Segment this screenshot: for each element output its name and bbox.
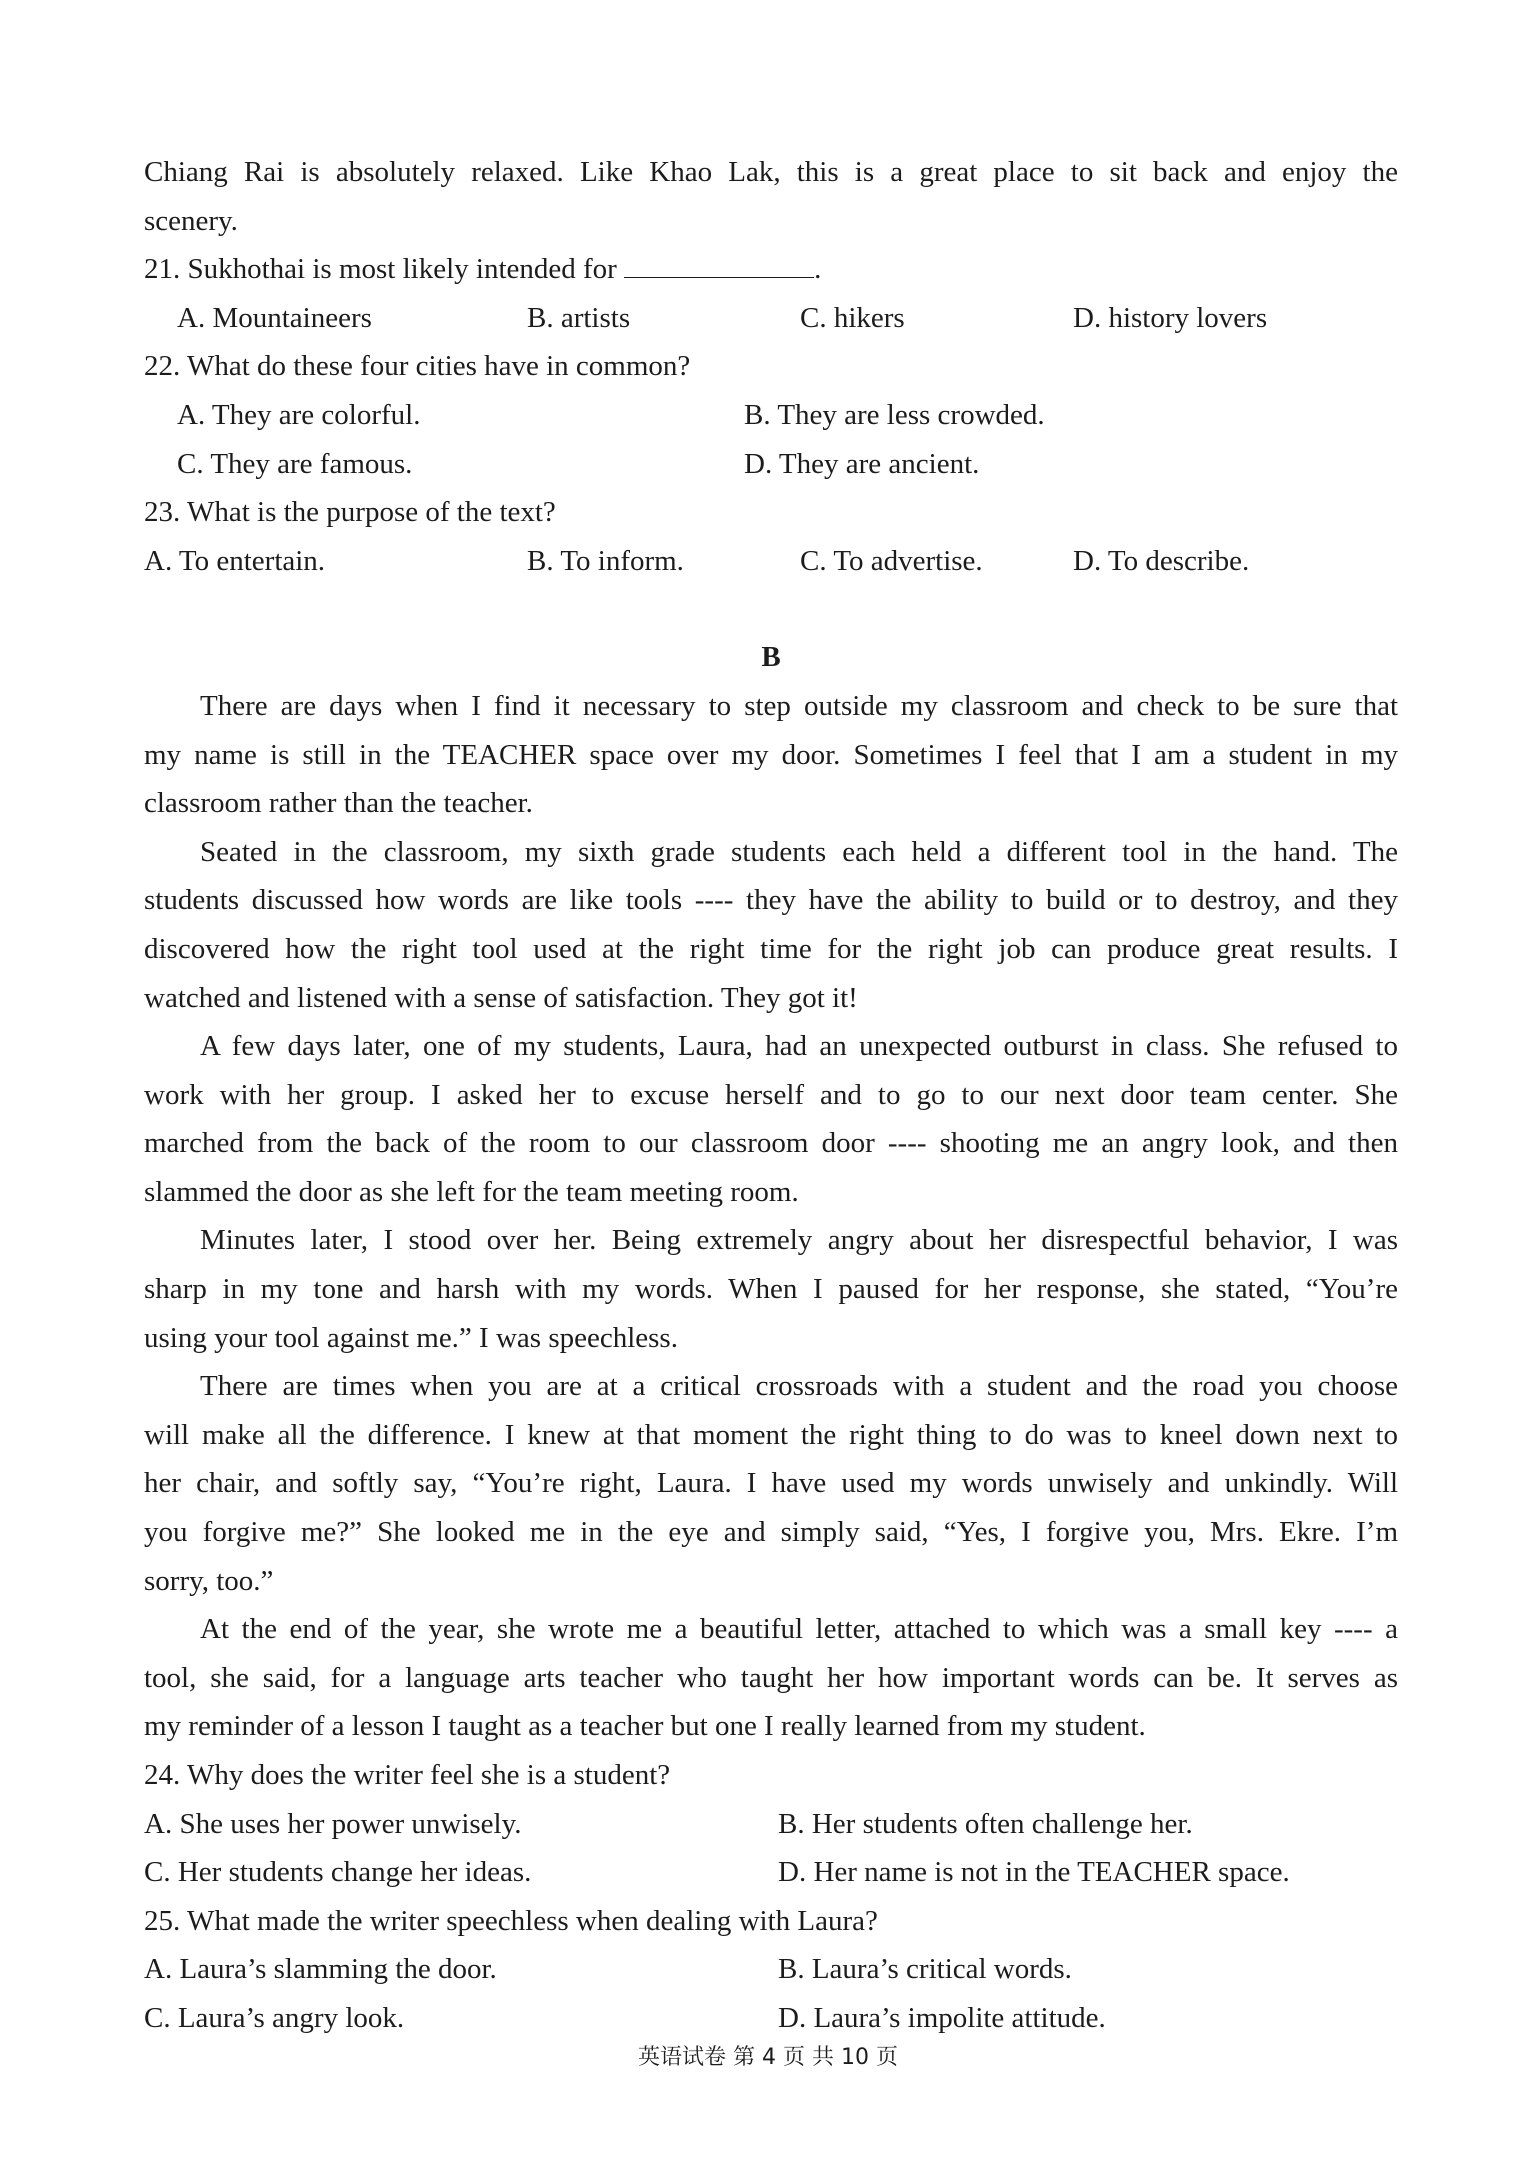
- options-row: [144, 1848, 1398, 1897]
- question-stem: 23. What is the purpose of the text?: [144, 496, 556, 529]
- passage-line: slammed the door as she left for the team meeting room.: [144, 1175, 799, 1208]
- options-row: [144, 1800, 1398, 1849]
- question-23: [144, 488, 1398, 585]
- option-d: D. Her name is not in the TEACHER space.: [778, 1856, 1290, 1889]
- passage-line: A few days later, one of my students, Laura, had an unexpected outburst in class. She refused to: [200, 1030, 1398, 1063]
- options-row: [144, 391, 1398, 440]
- options-row: [144, 440, 1398, 489]
- passage-line: sharp in my tone and harsh with my words. When I paused for her response, she stated, “You’re: [144, 1273, 1398, 1306]
- passage-line: marched from the back of the room to our classroom door ---- shooting me an angry look, and then: [144, 1127, 1398, 1160]
- question-24: [144, 1751, 1398, 1897]
- answer-blank: [624, 249, 814, 278]
- option-c: C. Her students change her ideas.: [144, 1856, 532, 1889]
- passage-line: her chair, and softly say, “You’re right, Laura. I have used my words unwisely and unkindly. Will: [144, 1467, 1398, 1500]
- passage-line: will make all the difference. I knew at that moment the right thing to do was to kneel down next to: [144, 1418, 1398, 1451]
- options-row: [144, 1945, 1398, 1994]
- question-25: [144, 1897, 1398, 2043]
- option-b: B. Her students often challenge her.: [778, 1807, 1193, 1840]
- passage-line: scenery.: [144, 204, 238, 237]
- option-c: C. Laura’s angry look.: [144, 2001, 405, 2034]
- option-b: B. artists: [527, 301, 631, 334]
- option-a: A. To entertain.: [144, 544, 326, 577]
- option-b: B. They are less crowded.: [744, 398, 1045, 431]
- question-stem: 25. What made the writer speechless when dealing with Laura?: [144, 1904, 878, 1937]
- option-d: D. They are ancient.: [744, 447, 980, 480]
- passage-line: my reminder of a lesson I taught as a teacher but one I really learned from my student.: [144, 1710, 1146, 1743]
- page-footer: 英语试卷 第 4 页 共 10 页: [638, 2045, 898, 2070]
- section-b-title: B: [761, 641, 781, 674]
- passage-line: discovered how the right tool used at the right time for the right job can produce great results. I: [144, 932, 1398, 965]
- passage-line: Minutes later, I stood over her. Being extremely angry about her disrespectful behavior, I was: [200, 1224, 1398, 1257]
- option-d: D. To describe.: [1073, 544, 1250, 577]
- option-c: C. hikers: [800, 301, 905, 334]
- passage-line: Seated in the classroom, my sixth grade students each held a different tool in the hand. The: [200, 835, 1398, 868]
- option-c: C. To advertise.: [800, 544, 983, 577]
- passage-b: [144, 682, 1398, 1751]
- option-a: A. Laura’s slamming the door.: [144, 1953, 497, 1986]
- question-22: [144, 342, 1398, 488]
- question-stem: 22. What do these four cities have in common?: [144, 350, 691, 383]
- options-row: [144, 294, 1398, 343]
- question-stem: [144, 245, 1398, 294]
- option-a: A. Mountaineers: [177, 301, 372, 334]
- passage-line: tool, she said, for a language arts teacher who taught her how important words can be. It serves as: [144, 1661, 1398, 1694]
- option-a: A. They are colorful.: [177, 398, 421, 431]
- option-b: B. To inform.: [527, 544, 684, 577]
- passage-line: using your tool against me.” I was speechless.: [144, 1321, 678, 1354]
- options-row: [144, 1994, 1398, 2043]
- exam-page: [144, 148, 1398, 2043]
- question-stem-end: .: [814, 253, 822, 286]
- passage-line: classroom rather than the teacher.: [144, 787, 533, 820]
- passage-line: work with her group. I asked her to excuse herself and to go to our next door team center. She: [144, 1078, 1398, 1111]
- passage-line: There are times when you are at a critical crossroads with a student and the road you choose: [200, 1370, 1398, 1403]
- passage-line: watched and listened with a sense of satisfaction. They got it!: [144, 981, 858, 1014]
- passage-line: my name is still in the TEACHER space over my door. Sometimes I feel that I am a student in my: [144, 738, 1398, 771]
- option-c: C. They are famous.: [177, 447, 413, 480]
- option-b: B. Laura’s critical words.: [778, 1953, 1072, 1986]
- option-d: D. history lovers: [1073, 301, 1268, 334]
- options-row: [144, 537, 1398, 586]
- question-21: [144, 245, 1398, 342]
- passage-line: students discussed how words are like tools ---- they have the ability to build or to destroy, and they: [144, 884, 1398, 917]
- passage-line: sorry, too.”: [144, 1564, 274, 1597]
- option-a: A. She uses her power unwisely.: [144, 1807, 522, 1840]
- question-stem: 24. Why does the writer feel she is a student?: [144, 1759, 671, 1791]
- option-d: D. Laura’s impolite attitude.: [778, 2001, 1106, 2034]
- question-stem-text: 21. Sukhothai is most likely intended for: [144, 253, 617, 286]
- passage-line: At the end of the year, she wrote me a beautiful letter, attached to which was a small key ---- a: [200, 1613, 1398, 1646]
- passage-line: Chiang Rai is absolutely relaxed. Like Khao Lak, this is a great place to sit back and enjoy the: [144, 156, 1398, 188]
- passage-line: you forgive me?” She looked me in the eye and simply said, “Yes, I forgive you, Mrs. Ekre. I’m: [144, 1516, 1398, 1549]
- passage-a-tail: [144, 148, 1398, 245]
- passage-line: There are days when I find it necessary to step outside my classroom and check to be sure that: [200, 689, 1398, 722]
